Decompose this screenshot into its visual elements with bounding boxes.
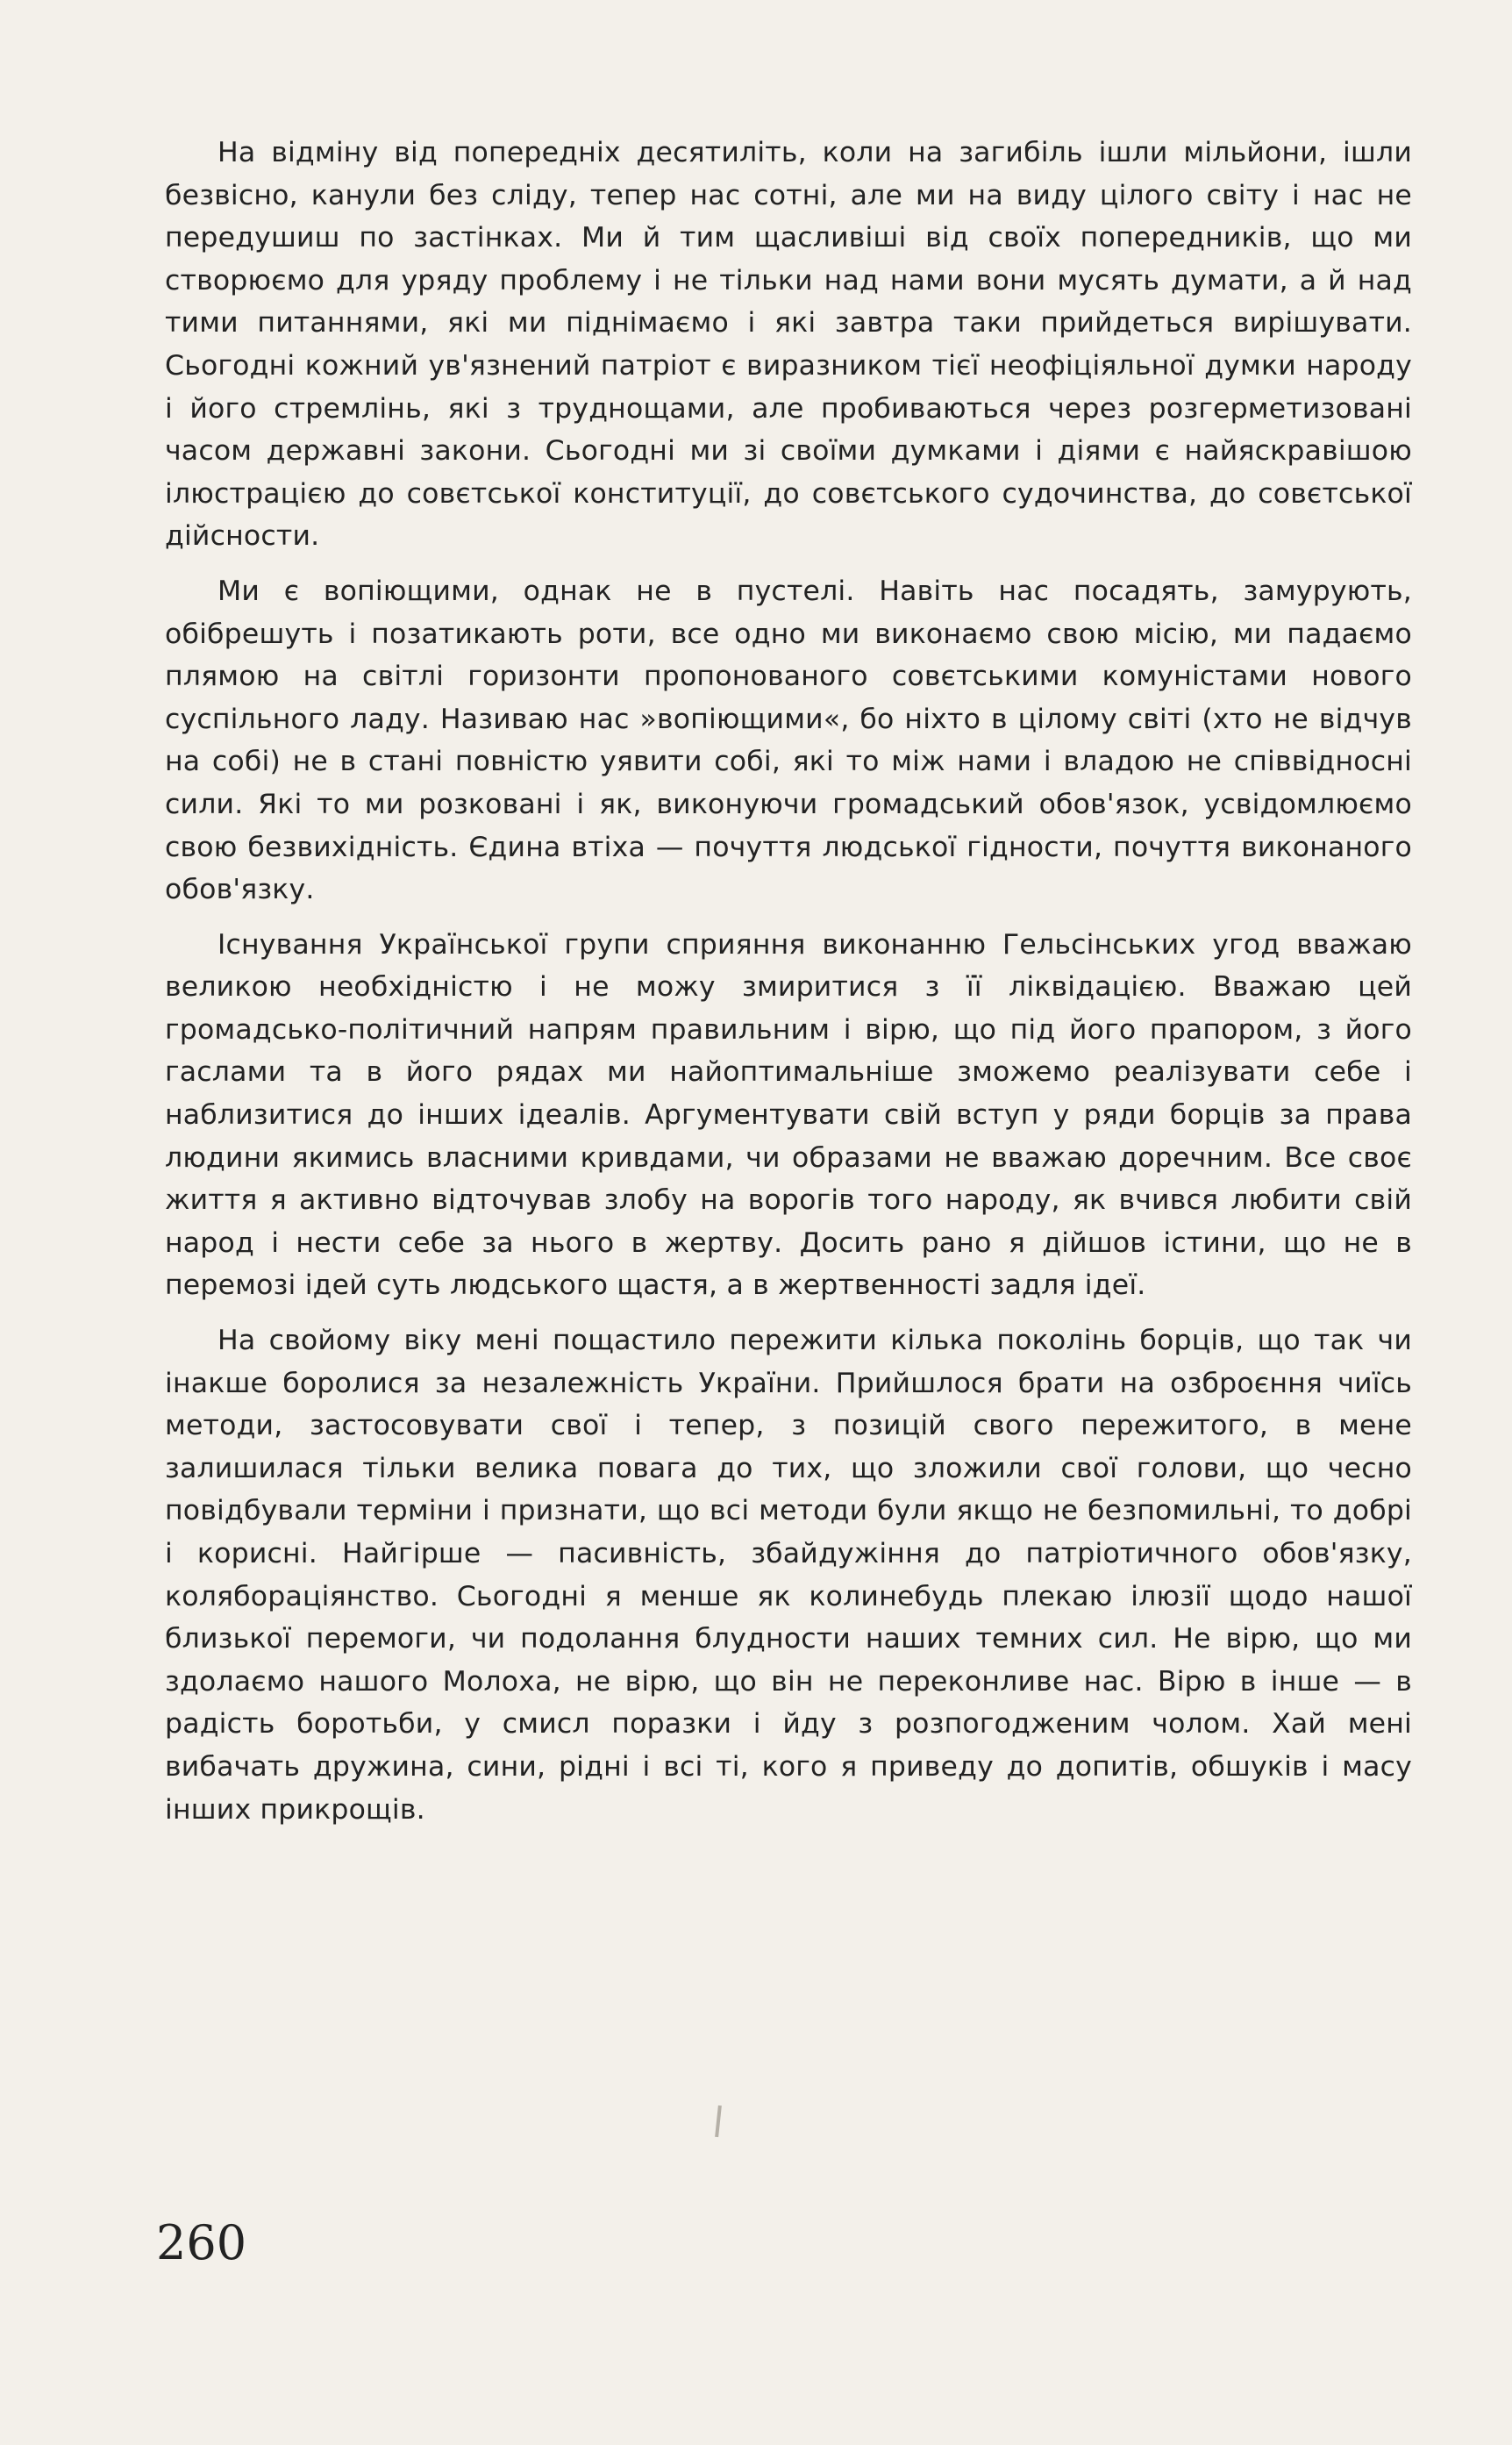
page-number: 260 [156,2215,247,2270]
paragraph-2: Ми є вопіющими, однак не в пустелі. Навіть нас посадять, замурують, обібрешуть і позатикають роти, все одно ми виконаємо свою місію, ми падаємо плямою на світлі горизонти пропонованого совєтськими комуністами нового суспільного ладу. Називаю нас »вопіющими«, бо ніхто в цілому світі (хто не відчув на собі) не в стані повністю уявити собі, які то між нами і владою не співвідносні сили. Які то ми розковані і як, виконуючи громадський обов'язок, усвідомлюємо свою безвихідність. Єдина втіха — почуття людської гідности, почуття виконаного обов'язку. [165,575,1412,906]
paragraph-3: Існування Української групи сприяння виконанню Гельсінських угод вважаю великою необхідністю і не можу змиритися з її ліквідацією. Вважаю цей громадсько-політичний напрям правильним і вірю, що під його прапором, з його гаслами та в його рядах ми найоптимальніше зможемо реалізувати себе і наблизитися до інших ідеалів. Аргументувати свій вступ у ряди борців за права людини якимись власними кривдами, чи образами не вважаю доречним. Все своє життя я активно відточував злобу на ворогів того народу, як вчився любити свій народ і нести себе за нього в жертву. Досить рано я дійшов істини, що не в перемозі ідей суть людського щастя, а в жертвенності задля ідеї. [165,928,1412,1302]
paragraph-4: На свойому віку мені пощастило пережити кілька поколінь борців, що так чи інакше боролися за незалежність України. Прийшлося брати на озброєння чиїсь методи, застосовувати свої і тепер, з позицій свого пережитого, в мене залишилася тільки велика повага до тих, що зложили свої голови, що чесно повідбували терміни і признати, що всі методи були якщо не безпомильні, то добрі і корисні. Найгірше — пасивність, збайдужіння до патріотичного обов'язку, колябораціянство. Сьогодні я менше як колинебудь плекаю ілюзії щодо нашої близької перемоги, чи подолання блудности наших темних сил. Не вірю, що ми здолаємо нашого Молоха, не вірю, що він не переконливе нас. Вірю в інше — в радість боротьби, у смисл поразки і йду з розпогодженим чолом. Хай мені вибачать дружина, сини, рідні і всі ті, кого я приведу до допитів, обшуків і масу інших прикрощів. [165,1325,1412,1826]
body-text [165,132,1412,1843]
paper-speck [715,2105,722,2137]
paragraph-1: На відміну від попередніх десятиліть, коли на загибіль ішли мільйони, ішли безвісно, канули без сліду, тепер нас сотні, але ми на виду цілого світу і нас не передушиш по застінках. Ми й тим щасливіші від своїх попередників, що ми створюємо для уряду проблему і не тільки над нами вони мусять думати, а й над тими питаннями, які ми піднімаємо і які завтра таки прийдеться вирішувати. Сьогодні кожний ув'язнений патріот є виразником тієї неофіціяльної думки народу і його стремлінь, які з труднощами, але пробиваються через розгерметизовані часом державні закони. Сьогодні ми зі своїми думками і діями є найяскравішою ілюстрацією до совєтської конституції, до совєтського судочинства, до совєтської дійсности. [165,137,1412,553]
